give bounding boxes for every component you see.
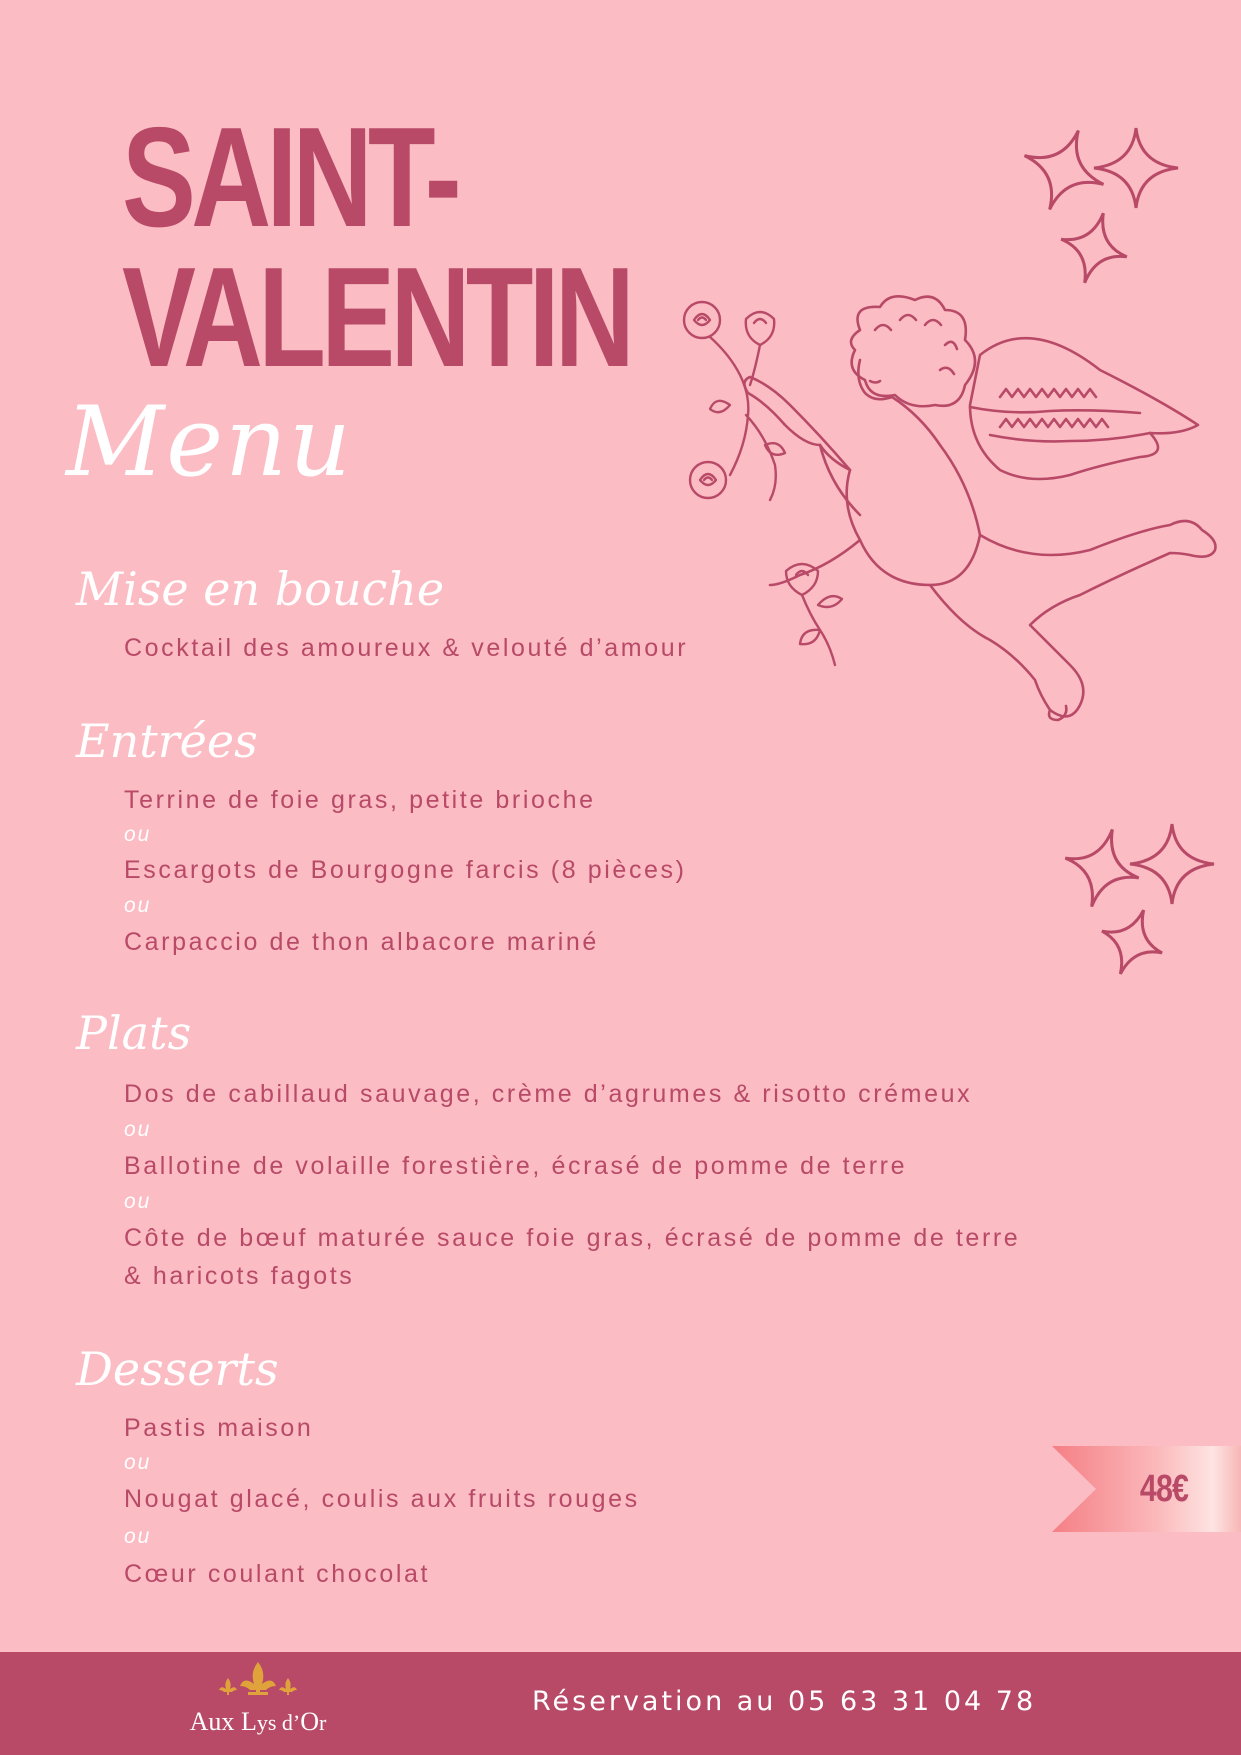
rose-icon: [746, 312, 774, 345]
logo-letter: L: [240, 1707, 257, 1736]
separator-ou: ou: [124, 1118, 152, 1141]
separator-ou: ou: [124, 1525, 152, 1548]
logo-letter: d’: [281, 1710, 301, 1735]
menu-item-continuation: & haricots fagots: [124, 1262, 355, 1290]
separator-ou: ou: [124, 823, 152, 846]
logo-letter: O: [300, 1707, 319, 1736]
rose-icon: [684, 302, 720, 338]
fleur-de-lys-icon: [214, 1660, 302, 1704]
sparkle-icon: [1130, 824, 1214, 904]
menu-item: Côte de bœuf maturée sauce foie gras, écrasé de pomme de terre: [124, 1224, 1021, 1252]
menu-item: Cocktail des amoureux & velouté d’amour: [124, 634, 689, 662]
sparkle-icon: [1094, 128, 1178, 208]
logo-text: [168, 1708, 348, 1737]
menu-item: Ballotine de volaille forestière, écrasé de pomme de terre: [124, 1152, 908, 1180]
logo-letter: r: [319, 1710, 327, 1735]
cupid-illustration: [670, 285, 1230, 815]
separator-ou: ou: [124, 894, 152, 917]
logo-letter: Aux: [189, 1707, 241, 1736]
separator-ou: ou: [124, 1190, 152, 1213]
sparkle-icon: [1090, 899, 1173, 985]
section-title-desserts: Desserts: [76, 1342, 279, 1396]
page-title: [122, 98, 631, 397]
title-line-2: VALENTIN: [122, 238, 631, 397]
section-title-plats: Plats: [76, 1006, 192, 1060]
menu-item: Pastis maison: [124, 1414, 314, 1442]
section-title-entrees: Entrées: [76, 714, 258, 768]
menu-item: Dos de cabillaud sauvage, crème d’agrumes & risotto crémeux: [124, 1080, 973, 1108]
reservation-phone: Réservation au 05 63 31 04 78: [532, 1686, 1037, 1717]
menu-item: Carpaccio de thon albacore mariné: [124, 928, 599, 956]
title-line-1: SAINT-: [122, 98, 457, 257]
separator-ou: ou: [124, 1451, 152, 1474]
section-title-mise-en-bouche: Mise en bouche: [76, 562, 445, 616]
rose-icon: [690, 462, 726, 498]
menu-subtitle: Menu: [66, 386, 353, 498]
price-label: 48€: [1139, 1468, 1189, 1510]
menu-item: Terrine de foie gras, petite brioche: [124, 786, 596, 814]
logo: [168, 1660, 348, 1740]
sparkle-icon: [1060, 820, 1149, 917]
sparkle-icon: [1052, 204, 1136, 288]
menu-item: Nougat glacé, coulis aux fruits rouges: [124, 1485, 640, 1513]
sparkle-cluster-bottom: [1060, 818, 1220, 988]
sparkle-cluster-top: [1018, 118, 1188, 288]
menu-item: Escargots de Bourgogne farcis (8 pièces): [124, 856, 687, 884]
menu-item: Cœur coulant chocolat: [124, 1560, 431, 1588]
logo-letter: ys: [256, 1710, 282, 1735]
